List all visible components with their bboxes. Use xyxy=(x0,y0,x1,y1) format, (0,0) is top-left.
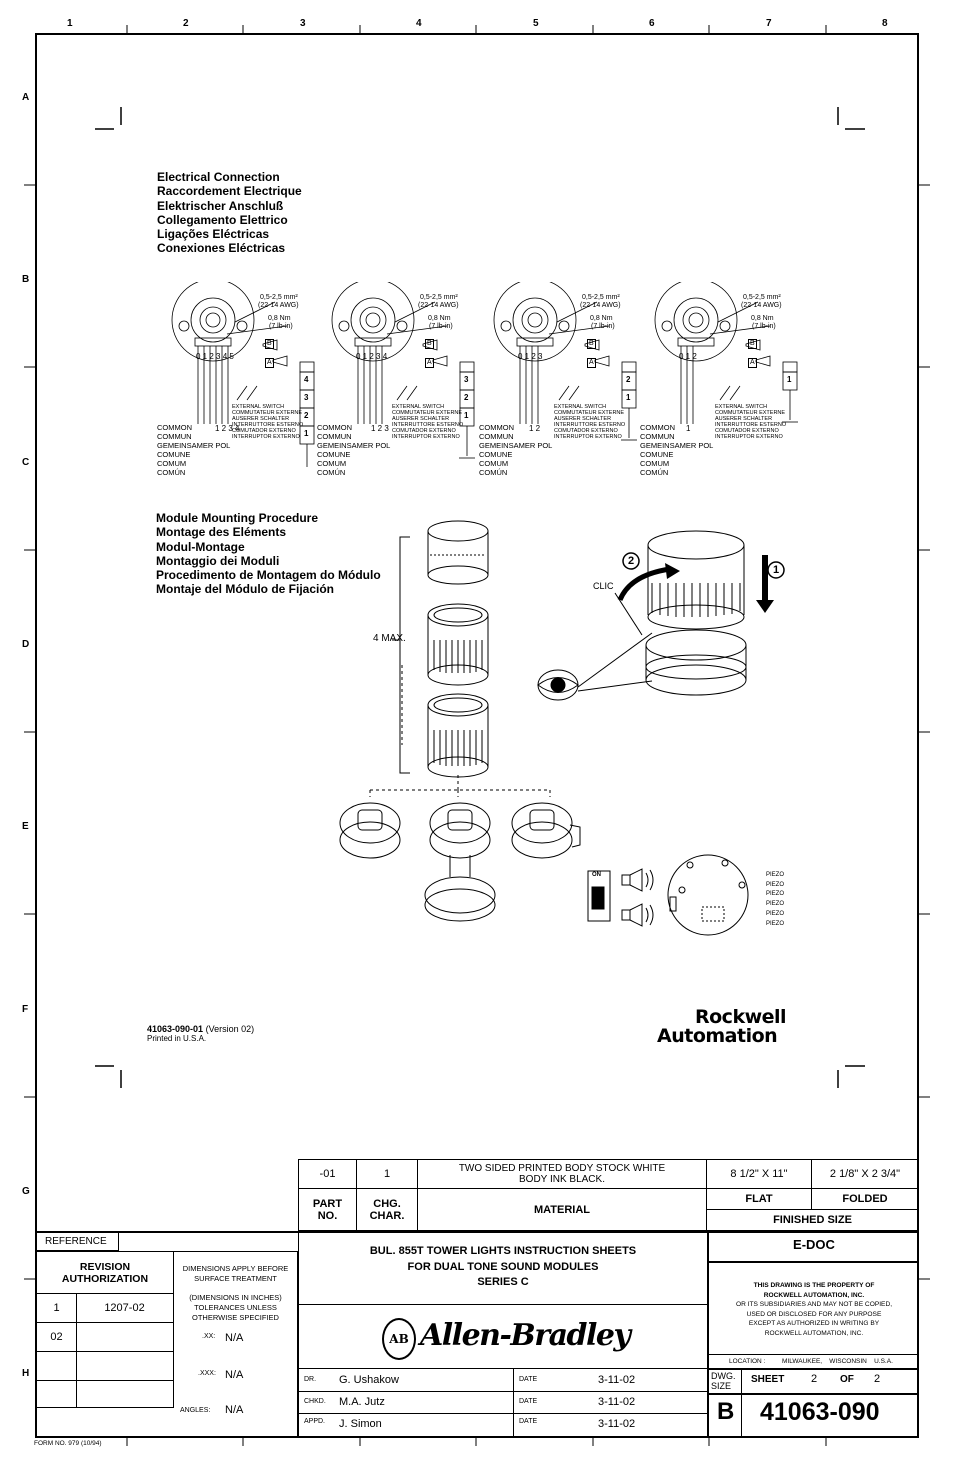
property-notice xyxy=(709,1281,919,1338)
property-line: ROCKWELL AUTOMATION, INC. xyxy=(764,1329,864,1337)
angles-value: N/A xyxy=(225,1404,244,1416)
torque-inch: (7 lb-in) xyxy=(752,323,776,330)
reference-label: REFERENCE xyxy=(37,1233,119,1251)
material-chg: 1 xyxy=(356,1159,418,1189)
date-label: DATE xyxy=(519,1376,538,1383)
wire-awg: (22-14 AWG) xyxy=(258,302,299,309)
module-number: 1 xyxy=(464,411,469,420)
wiring-diagram-3 xyxy=(477,282,637,477)
divider xyxy=(299,1413,707,1414)
dimension-note-2: (DIMENSIONS IN INCHES) TOLERANCES UNLESS OTHERWISE SPECIFIED xyxy=(189,1293,282,1322)
property-line: ROCKWELL AUTOMATION, INC. xyxy=(763,1291,865,1299)
box-b-label: B xyxy=(267,340,272,347)
grid-row-g: G xyxy=(22,1186,30,1197)
header-part-no: PART NO. xyxy=(298,1188,357,1231)
logo-line-2: Automation xyxy=(657,1025,778,1047)
flat-size: 8 1/2" X 11" xyxy=(706,1159,812,1189)
divider xyxy=(709,1261,919,1263)
common-label: COMMUN xyxy=(640,432,675,441)
common-labels xyxy=(640,423,713,477)
common-label: COMÚN xyxy=(479,468,508,477)
common-wire-numbers: 1 xyxy=(686,424,691,433)
divider xyxy=(709,1354,919,1355)
wire-spec: 0,5-2,5 mm² xyxy=(420,294,458,301)
sheet-total: 2 xyxy=(874,1373,881,1385)
grid-row-d: D xyxy=(22,639,30,650)
grid-col-8: 8 xyxy=(882,18,888,29)
torque-inch: (7 lb-in) xyxy=(429,323,453,330)
piezo-labels xyxy=(766,871,784,929)
header-folded: FOLDED xyxy=(811,1188,919,1210)
module-number: 3 xyxy=(464,375,469,384)
torque-label: 0,8 Nm xyxy=(268,315,291,322)
mount-heading-fr: Montage des Eléments xyxy=(156,525,287,540)
switch-label: INTERRUPTOR EXTERNO xyxy=(392,434,460,440)
approved-label: APPD. xyxy=(304,1418,326,1425)
checked-by: M.A. Jutz xyxy=(339,1396,385,1408)
document-part-number: 41063-090-01 xyxy=(147,1024,204,1034)
common-label: COMUM xyxy=(157,459,187,468)
wiring-diagram-2 xyxy=(315,282,475,477)
terminal-numbers: 0 1 2 3 4 xyxy=(356,352,388,361)
module-number: 2 xyxy=(304,411,309,420)
switch-label: COMUTADOR EXTERNO xyxy=(554,428,618,434)
property-line: USED OR DISCLOSED FOR ANY PURPOSE xyxy=(746,1310,882,1318)
external-switch-labels xyxy=(232,404,303,440)
module-number: 2 xyxy=(464,393,469,402)
rev-auth-4 xyxy=(76,1380,174,1408)
tol-xx-value: N/A xyxy=(225,1332,244,1344)
property-line: OR ITS SUBSIDIARIES AND MAY NOT BE COPIED, xyxy=(735,1301,893,1308)
header-flat: FLAT xyxy=(706,1188,812,1210)
divider xyxy=(709,1393,919,1395)
form-number: FORM NO. 979 (10/94) xyxy=(34,1440,102,1447)
of-label: OF xyxy=(840,1374,854,1385)
material-description: TWO SIDED PRINTED BODY STOCK WHITE BODY INK BLACK. xyxy=(417,1159,707,1189)
common-label: COMUM xyxy=(317,459,347,468)
location-value: MILWAUKEE, WISCONSIN U.S.A. xyxy=(782,1358,893,1365)
edoc-label: E-DOC xyxy=(793,1237,835,1252)
switch-label: AUSERER SCHALTER xyxy=(715,416,773,422)
tol-xx-label: .XX: xyxy=(202,1333,216,1340)
drawn-label: DR. xyxy=(304,1376,317,1383)
approved-by: J. Simon xyxy=(339,1418,382,1430)
date-drawn: 3-11-02 xyxy=(598,1374,636,1386)
heading-en: Electrical Connection xyxy=(157,170,280,184)
mount-heading-de: Modul-Montage xyxy=(156,539,245,554)
rev-auth-1: 1207-02 xyxy=(76,1293,174,1323)
mount-heading-es: Montaje del Módulo de Fijación xyxy=(156,582,335,597)
grid-row-h: H xyxy=(22,1368,30,1379)
wire-awg: (22-14 AWG) xyxy=(418,302,459,309)
terminal-numbers: 0 1 2 3 xyxy=(518,352,543,361)
switch-label: COMMUTATEUR EXTERNE xyxy=(715,410,786,416)
common-label: COMMUN xyxy=(157,432,192,441)
common-wire-numbers: 1 2 xyxy=(529,424,541,433)
switch-label: COMMUTATEUR EXTERNE xyxy=(232,410,303,416)
electrical-headings xyxy=(157,170,302,256)
drawing-number: 41063-090 xyxy=(760,1398,880,1426)
switch-label: EXTERNAL SWITCH xyxy=(392,404,445,410)
divider xyxy=(298,1233,299,1436)
title-block-top-rule xyxy=(35,1231,919,1233)
switch-label: AUSERER SCHALTER xyxy=(392,416,450,422)
grid-col-2: 2 xyxy=(183,18,189,29)
step-2-label: 2 xyxy=(628,555,635,567)
box-a-label: A xyxy=(589,359,594,366)
module-number: 1 xyxy=(304,429,309,438)
rev-number-2: 02 xyxy=(37,1322,77,1352)
divider xyxy=(299,1391,707,1392)
common-label: COMÚN xyxy=(157,468,186,477)
common-label: GEMEINSAMER POL xyxy=(157,441,231,450)
folded-size: 2 1/8" X 2 3/4" xyxy=(811,1159,919,1189)
common-label: GEMEINSAMER POL xyxy=(479,441,553,450)
drawn-by: G. Ushakow xyxy=(339,1374,399,1386)
rev-auth-3 xyxy=(76,1351,174,1381)
common-labels xyxy=(317,423,390,477)
module-number: 4 xyxy=(304,375,309,384)
common-wire-numbers: 1 2 3 xyxy=(371,424,389,433)
property-line: EXCEPT AS AUTHORIZED IN WRITING BY xyxy=(748,1320,880,1327)
sheet-label: SHEET xyxy=(751,1374,785,1385)
max-modules-label: 4 MAX. xyxy=(373,633,406,644)
step-1-label: 1 xyxy=(773,564,780,576)
external-switch-labels xyxy=(715,404,786,440)
switch-label: EXTERNAL SWITCH xyxy=(715,404,768,410)
grid-row-c: C xyxy=(22,457,30,468)
switch-num-label: 1 xyxy=(598,910,602,916)
date-checked: 3-11-02 xyxy=(598,1396,636,1408)
mount-heading-pt: Procedimento de Montagem do Módulo xyxy=(156,568,381,583)
box-b-label: B xyxy=(427,340,432,347)
common-label: COMMUN xyxy=(317,432,352,441)
sheet-number: 2 xyxy=(811,1373,818,1385)
switch-label: INTERRUTTORE ESTERNO xyxy=(232,422,304,428)
piezo-label: PIEZO xyxy=(766,910,785,917)
common-labels xyxy=(479,423,552,477)
ab-logo-icon xyxy=(382,1318,416,1360)
heading-fr: Raccordement Electrique xyxy=(157,184,302,199)
mount-heading-en: Module Mounting Procedure xyxy=(156,511,318,525)
piezo-label: PIEZO xyxy=(766,920,785,927)
common-label: COMUNE xyxy=(479,450,513,459)
divider xyxy=(299,1304,707,1305)
box-a-label: A xyxy=(267,359,272,366)
switch-label: INTERRUTTORE ESTERNO xyxy=(392,422,464,428)
switch-label: INTERRUPTOR EXTERNO xyxy=(232,434,300,440)
rev-number-3 xyxy=(37,1351,77,1381)
rev-number-4 xyxy=(37,1380,77,1408)
material-part-no: -01 xyxy=(298,1159,357,1189)
external-switch-labels xyxy=(392,404,463,440)
switch-label: COMUTADOR EXTERNO xyxy=(715,428,779,434)
switch-label: COMMUTATEUR EXTERNE xyxy=(392,410,463,416)
company-name: Allen-Bradley xyxy=(420,1318,630,1353)
switch-on-label: ON xyxy=(592,872,601,878)
property-line: THIS DRAWING IS THE PROPERTY OF xyxy=(753,1282,875,1289)
document-version: (Version 02) xyxy=(205,1024,255,1034)
common-label: COMÚN xyxy=(317,468,346,477)
tolerance-panel xyxy=(174,1252,298,1436)
divider xyxy=(741,1370,742,1436)
printed-in: Printed in U.S.A. xyxy=(147,1034,207,1043)
mount-heading-it: Montaggio dei Moduli xyxy=(156,553,280,568)
date-label: DATE xyxy=(519,1398,538,1405)
switch-label: COMUTADOR EXTERNO xyxy=(232,428,296,434)
ab-logo-text: AB xyxy=(389,1332,409,1346)
common-wire-numbers: 1 2 3 4 xyxy=(215,424,240,433)
grid-col-4: 4 xyxy=(416,18,422,29)
common-label: COMUM xyxy=(479,459,509,468)
switch-label: EXTERNAL SWITCH xyxy=(232,404,285,410)
grid-row-a: A xyxy=(22,92,30,103)
external-switch-labels xyxy=(554,404,625,440)
heading-pt: Ligações Eléctricas xyxy=(157,227,270,242)
title-line-2: FOR DUAL TONE SOUND MODULES xyxy=(407,1260,599,1273)
heading-es: Conexiones Eléctricas xyxy=(157,241,286,256)
checked-label: CHKD. xyxy=(304,1398,326,1405)
header-chg-char: CHG. CHAR. xyxy=(356,1188,418,1231)
box-b-label: B xyxy=(750,340,755,347)
module-number: 3 xyxy=(304,393,309,402)
switch-label: INTERRUTTORE ESTERNO xyxy=(715,422,787,428)
common-label: COMMON xyxy=(317,423,352,432)
box-a-label: A xyxy=(750,359,755,366)
common-label: GEMEINSAMER POL xyxy=(317,441,391,450)
torque-label: 0,8 Nm xyxy=(751,315,774,322)
torque-label: 0,8 Nm xyxy=(428,315,451,322)
heading-it: Collegamento Elettrico xyxy=(157,212,288,227)
common-label: COMMON xyxy=(157,423,192,432)
tol-xxx-value: N/A xyxy=(225,1369,244,1381)
terminal-numbers: 0 1 2 3 4 5 xyxy=(196,352,234,361)
title-line-1: BUL. 855T TOWER LIGHTS INSTRUCTION SHEETS xyxy=(369,1245,637,1257)
rev-number-1: 1 xyxy=(37,1293,77,1323)
header-finished-size: FINISHED SIZE xyxy=(706,1209,919,1231)
common-label: COMUNE xyxy=(640,450,674,459)
common-label: COMUNE xyxy=(157,450,191,459)
grid-col-3: 3 xyxy=(300,18,306,29)
location-label: LOCATION : xyxy=(729,1358,766,1365)
grid-col-1: 1 xyxy=(67,18,73,29)
dwg-size-value: B xyxy=(717,1398,735,1425)
piezo-label: PIEZO xyxy=(766,901,785,908)
terminal-numbers: 0 1 2 xyxy=(679,352,697,361)
grid-row-f: F xyxy=(22,1004,29,1015)
rockwell-automation-logo xyxy=(657,1008,786,1046)
switch-label: COMUTADOR EXTERNO xyxy=(392,428,456,434)
wire-spec: 0,5-2,5 mm² xyxy=(582,294,620,301)
document-info xyxy=(147,1024,254,1043)
torque-inch: (7 lb-in) xyxy=(591,323,615,330)
common-label: COMUM xyxy=(640,459,670,468)
logo-line-1: Rockwell xyxy=(695,1006,787,1028)
torque-inch: (7 lb-in) xyxy=(269,323,293,330)
wire-awg: (22-14 AWG) xyxy=(741,302,782,309)
rev-auth-2 xyxy=(76,1322,174,1352)
clic-label: CLIC xyxy=(593,581,614,591)
wiring-diagram-4 xyxy=(638,282,798,477)
piezo-label: PIEZO xyxy=(766,891,785,898)
divider xyxy=(299,1368,707,1369)
torque-label: 0,8 Nm xyxy=(590,315,613,322)
module-number: 1 xyxy=(787,375,792,384)
wiring-diagram-1 xyxy=(155,282,315,477)
box-b-label: B xyxy=(589,340,594,347)
divider xyxy=(513,1369,514,1436)
common-label: COMMUN xyxy=(479,432,514,441)
wire-awg: (22-14 AWG) xyxy=(580,302,621,309)
title-line-3: SERIES C xyxy=(477,1276,529,1288)
grid-row-b: B xyxy=(22,274,30,285)
grid-col-6: 6 xyxy=(649,18,655,29)
date-approved: 3-11-02 xyxy=(598,1418,636,1430)
wire-spec: 0,5-2,5 mm² xyxy=(260,294,298,301)
switch-label: INTERRUPTOR EXTERNO xyxy=(715,434,783,440)
grid-col-5: 5 xyxy=(533,18,539,29)
switch-label: INTERRUTTORE ESTERNO xyxy=(554,422,626,428)
grid-col-7: 7 xyxy=(766,18,772,29)
grid-row-e: E xyxy=(22,821,29,832)
box-a-label: A xyxy=(427,359,432,366)
wire-spec: 0,5-2,5 mm² xyxy=(743,294,781,301)
module-number: 1 xyxy=(626,393,631,402)
dwg-size-label: DWG. SIZE xyxy=(711,1371,736,1391)
dimension-note-1: DIMENSIONS APPLY BEFORE SURFACE TREATMENT xyxy=(182,1264,289,1283)
tol-xxx-label: .XXX: xyxy=(198,1370,216,1377)
mounting-illustration xyxy=(330,505,800,950)
heading-de: Elektrischer Anschluß xyxy=(157,198,284,213)
revision-authorization: REVISION AUTHORIZATION xyxy=(37,1252,174,1294)
common-labels xyxy=(157,423,230,477)
common-label: COMUNE xyxy=(317,450,351,459)
switch-label: AUSERER SCHALTER xyxy=(232,416,290,422)
switch-label: AUSERER SCHALTER xyxy=(554,416,612,422)
drawing-title xyxy=(299,1244,707,1291)
switch-label: INTERRUPTOR EXTERNO xyxy=(554,434,622,440)
common-label: COMÚN xyxy=(640,468,669,477)
common-label: COMMON xyxy=(479,423,514,432)
common-label: COMMON xyxy=(640,423,675,432)
piezo-label: PIEZO xyxy=(766,881,785,888)
switch-label: COMMUTATEUR EXTERNE xyxy=(554,410,625,416)
date-label: DATE xyxy=(519,1418,538,1425)
module-number: 2 xyxy=(626,375,631,384)
switch-label: EXTERNAL SWITCH xyxy=(554,404,607,410)
common-label: GEMEINSAMER POL xyxy=(640,441,714,450)
piezo-label: PIEZO xyxy=(766,872,785,878)
angles-label: ANGLES: xyxy=(180,1407,211,1414)
header-material: MATERIAL xyxy=(417,1188,707,1231)
